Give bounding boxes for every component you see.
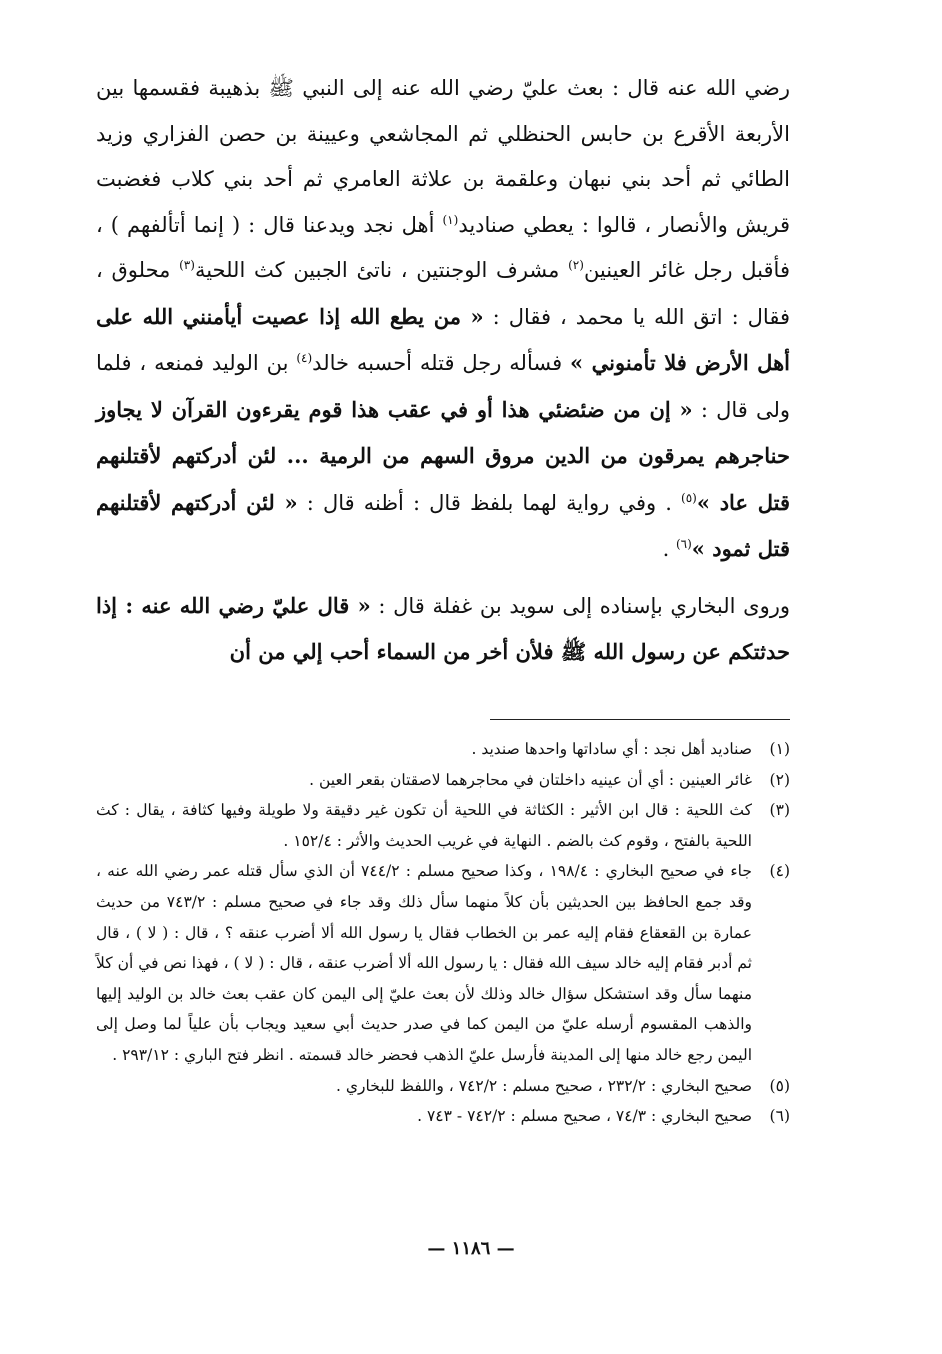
hadith-quote-2: « إن من ضئضئي هذا أو في عقب هذا قوم يقرءون القرآن لا يجاوز حناجرهم يمرقون من الدين مروق السهم من الرمية ... لئن أدركتهم لأقتلنهم قتل عاد » <box>96 396 790 515</box>
p1-text-5: فسأله رجل قتله أحسبه خالد <box>312 351 571 375</box>
footnote-6 <box>96 1101 790 1132</box>
footnotes <box>96 734 790 1132</box>
hadith-quote-4: « قال عليّ رضي الله عنه : إذا حدثتكم عن رسول الله ﷺ فلأن أخر من السماء أحب إلي من أن <box>96 592 790 664</box>
footnote-divider <box>490 719 790 720</box>
footnote-number: (٥) <box>769 1076 790 1095</box>
p1-text-6: بن الوليد فمنعه ، فلما ولى قال : <box>96 351 791 422</box>
paragraph-2 <box>96 583 790 676</box>
footnote-text: كث اللحية : قال ابن الأثير : الكثاثة في اللحية أن تكون غير دقيقة ولا طويلة وفيها كثافة ، يقال : كث اللحية بالفتح ، وقوم كث بالضم . النهاية في غريب الحديث والأثر : ١٥٢/٤ . <box>96 801 752 850</box>
footnote-ref-2: (٢) <box>568 258 584 272</box>
footnote-number: (٣) <box>769 801 790 820</box>
footnote-ref-5: (٥) <box>681 490 697 505</box>
main-text <box>96 66 790 676</box>
footnote-ref-3: (٣) <box>179 258 195 272</box>
footnote-text: غائر العينين : أي أن عينيه داخلتان في محاجرهما لاصقتان بقعر العين . <box>309 770 752 789</box>
footnote-number: (١) <box>769 740 790 758</box>
paragraph-1 <box>96 66 790 573</box>
footnote-5 <box>96 1071 790 1102</box>
p1-text-7: . وفي رواية لهما بلفظ قال : أظنه قال : <box>297 490 681 515</box>
footnote-ref-6: (٦) <box>675 537 692 551</box>
hadith-quote-1: « من يطع الله إذا عصيت أيأمنني الله على أهل الأرض فلا تأمنوني » <box>96 303 790 375</box>
footnote-ref-1: (١) <box>442 212 459 227</box>
p1-text-3: مشرف الوجنتين ، ناتئ الجبين كث اللحية <box>194 258 569 282</box>
footnote-number: (٦) <box>769 1107 790 1126</box>
footnote-4 <box>96 856 790 1070</box>
footnote-number: (٢) <box>769 770 790 789</box>
page-number: — ١١٨٦ — <box>427 1238 515 1259</box>
footnote-text: صناديد أهل نجد : أي ساداتها واحدها صنديد . <box>471 740 752 758</box>
page-body <box>96 66 791 1126</box>
p1-text-1: رضي الله عنه قال : بعث عليّ رضي الله عنه إلى النبي ﷺ بذهيبة فقسمها بين الأربعة الأقرع بن حابس الحنظلي ثم المجاشعي وعيينة بن حصن الفزاري وزيد الطائي ثم أحد بني نبهان وعلقمة بن علاثة العامري ثم أحد بني كلاب فغضبت قريش والأنصار ، قالوا : يعطي صناديد <box>96 76 790 237</box>
p1-text-2: أهل نجد ويدعنا قال : ( إنما أتألفهم ) ، فأقبل رجل غائر العينين <box>96 212 790 282</box>
footnote-text: جاء في صحيح البخاري : ١٩٨/٤ ، وكذا صحيح مسلم : ٧٤٤/٢ أن الذي سأل قتله عمر رضي الله عنه ، وقد جمع الحافظ بين الحديثين بأن كلاً منهما سأل ذلك وقد جاء في صحيح مسلم : ٧٤٣/٢ من حديث عمارة بن القعقاع فقام إليه عمر بن الخطاب فقال يا رسول الله ألا أضرب عنقه ؟ ، قال : ( لا ) ، قال ثم أدبر فقام إليه خالد سيف الله فقال : يا رسول الله ألا أضرب عنقه ، قال : ( لا ) ، فهذا نص في أن كلاً منهما سأل وقد استشكل سؤال خالد وذلك لأن بعث عليّ إلى اليمن كان عقب بعث خالد بن الوليد إليها والذهب المقسوم أرسله عليّ من اليمن كما في صدر حديث أبي سعيد ويجاب بأن علياً لما وصل إلى اليمن رجع خالد منها إلى المدينة فأرسل عليّ الذهب فحضر خالد قسمته . انظر فتح الباري : ٢٩٣/١٢ . <box>96 862 753 1064</box>
footnote-2 <box>96 765 790 796</box>
p2-text-1: وروى البخاري بإسناده إلى سويد بن غفلة قال : <box>370 593 790 618</box>
footnote-text: صحيح البخاري : ٧٤/٣ ، صحيح مسلم : ٧٤٢/٢ - ٧٤٣ . <box>417 1107 752 1126</box>
footnote-number: (٤) <box>769 862 790 881</box>
footnote-ref-4: (٤) <box>296 351 313 365</box>
footnote-1 <box>96 734 790 765</box>
p1-text-4: محلوق ، فقال : اتق الله يا محمد ، فقال : <box>96 258 790 329</box>
footnote-3 <box>96 795 790 856</box>
p1-text-8: . <box>662 537 676 561</box>
footnote-text: صحيح البخاري : ٢٣٢/٢ ، صحيح مسلم : ٧٤٢/٢ ، واللفظ للبخاري . <box>336 1076 752 1095</box>
hadith-quote-3: « لئن أدركتهم لأقتلنهم قتل ثمود » <box>96 489 790 561</box>
